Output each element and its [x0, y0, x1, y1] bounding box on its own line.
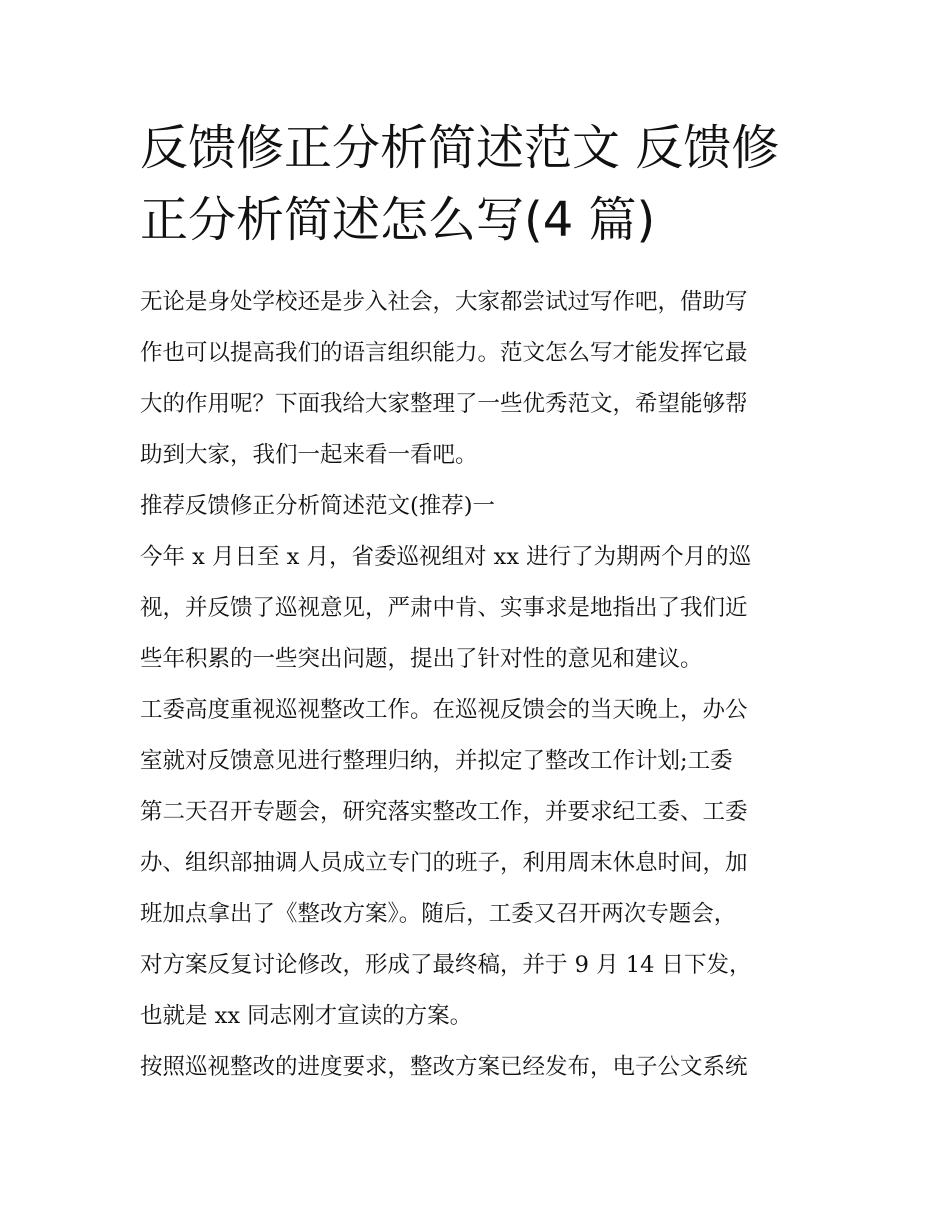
body-line: 第二天召开专题会，研究落实整改工作，并要求纪工委、工委	[140, 799, 748, 825]
body-line: 些年积累的一些突出问题，提出了针对性的意见和建议。	[140, 646, 703, 672]
body-line: 无论是身处学校还是步入社会，大家都尝试过写作吧，借助写	[140, 289, 748, 315]
body-line: 按照巡视整改的进度要求，整改方案已经发布，电子公文系统	[140, 1054, 748, 1080]
body-line: 今年 x 月日至 x 月，省委巡视组对 xx 进行了为期两个月的巡	[140, 544, 752, 570]
title-line: 反馈修正分析简述范文 反馈修	[140, 120, 780, 176]
body-line: 也就是 xx 同志刚才宣读的方案。	[140, 1003, 473, 1029]
body-line: 班加点拿出了《整改方案》。随后，工委又召开两次专题会，	[140, 901, 737, 927]
body-line: 办、组织部抽调人员成立专门的班子，利用周末休息时间，加	[140, 850, 748, 876]
document-body	[140, 277, 830, 1093]
body-line: 大的作用呢？下面我给大家整理了一些优秀范文，希望能够帮	[140, 391, 748, 417]
section-heading: 推荐反馈修正分析简述范文(推荐)一	[140, 493, 496, 519]
body-line: 助到大家，我们一起来看一看吧。	[140, 442, 478, 468]
title-line: 正分析简述怎么写(4 篇)	[140, 192, 656, 248]
body-line: 室就对反馈意见进行整理归纳，并拟定了整改工作计划;工委	[140, 748, 733, 774]
body-line: 视，并反馈了巡视意见，严肃中肯、实事求是地指出了我们近	[140, 595, 748, 621]
body-line: 工委高度重视巡视整改工作。在巡视反馈会的当天晚上，办公	[140, 697, 748, 723]
document-title	[140, 112, 830, 256]
body-line: 作也可以提高我们的语言组织能力。范文怎么写才能发挥它最	[140, 340, 748, 366]
body-line: 对方案反复讨论修改，形成了最终稿，并于 9 月 14 日下发，	[140, 952, 752, 978]
